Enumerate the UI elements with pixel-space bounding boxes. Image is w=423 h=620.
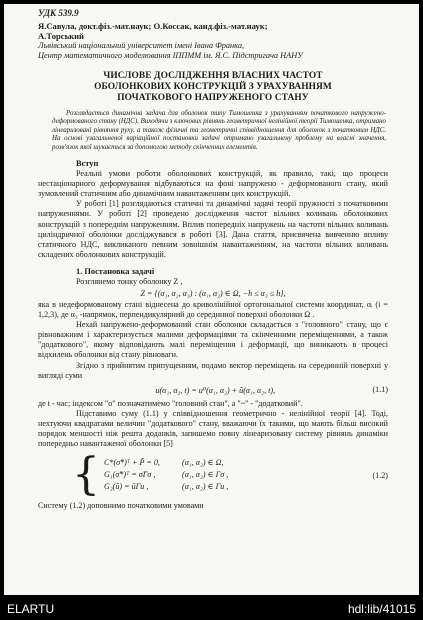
section-1-paragraph-4: Згідно з прийнятим припущенням, подамо вектор переміщень на серединній поверхні у вигляді суми bbox=[38, 360, 388, 380]
equation-system-1-2 bbox=[72, 449, 388, 501]
system-line-rhs: (α₁, α₂) ∈ Γσ , bbox=[182, 470, 229, 480]
affiliation-line-2: Центр математичного моделювання ІППММ ім. Я.С. Підстригача НАНУ bbox=[38, 51, 303, 60]
udc-code: УДК 539.9 bbox=[38, 8, 79, 18]
intro-paragraph-1: Реальні умови роботи оболонкових конструкцій, як правило, такі, що процеси нестаціонарного деформування відбуваються на фоні напружено - деформованого стану, який зумовлений статичним або динамічним навантаженням цих конструкцій. bbox=[38, 169, 388, 199]
equation-1-1 bbox=[38, 385, 388, 395]
system-line bbox=[104, 481, 302, 493]
title-line-2: ОБОЛОНКОВИХ КОНСТРУКЦІЙ З УРАХУВАННЯМ bbox=[94, 82, 332, 92]
page-content bbox=[38, 8, 388, 511]
section-1-paragraph-5: де t - час; індексом "о" позначатимемо "головний стан", а "~" - "додатковий". bbox=[38, 398, 303, 408]
intro-paragraph-2: У роботі [1] розглядаються статичні та динамічні задачі теорії пружності з початковими напруженнями. У роботі [2] проведено дослідження частот вільних коливань оболонкових конструкцій з попереднім напруженням. Вплив попередніх напружень на частоти вільних коливань циліндричної оболонки досліджувався в роботі [3]. Дана стаття, присвячена вивченню впливу статичного НДС, викликаного певним зовнішнім навантаженням, на частоти вільних коливань складених оболонкових конструкцій. bbox=[38, 199, 388, 259]
system-line-lhs: G₁(σ̃*)ᵀ = σ̃Γσ , bbox=[104, 470, 156, 480]
section-1-paragraph-3: Нехай напружено-деформований стан оболонки складається з "головного" стану, що є рівноважним і характеризується малими деформаціями та скінченними переміщеннями, а також "додаткового", якому відповідають малі переміщення і деформації, що виникають в процесі відхилень оболонки від стану рівноваги. bbox=[38, 320, 388, 360]
paper-page bbox=[4, 4, 419, 595]
system-line-rhs: (α₁, α₂) ∈ Γu , bbox=[182, 482, 229, 492]
formula-shell-domain: Z = {(α₁, α₂, α₃) : (α₁, α₂) ∈ Ω, −h ≤ α₃ ≤ h}, bbox=[140, 288, 286, 298]
section-1-paragraph-2: яка в недеформованому стані віднесена до криволінійної ортогональної системи координат, αᵢ (i = 1,2,3), де α₃ -напрямок, перпендикулярний до серединної поверхні оболонки Ω . bbox=[38, 299, 388, 320]
paper-title bbox=[38, 71, 388, 104]
equation-1-2-number: (1.2) bbox=[372, 470, 388, 480]
system-line-lhs: C*(σ̃*)ᵀ + P̃ = 0, bbox=[104, 458, 160, 468]
system-line-rhs: (α₁, α₂) ∈ Ω, bbox=[182, 458, 224, 468]
footer-bar bbox=[0, 600, 423, 620]
footer-handle-label: hdl:lib/41015 bbox=[347, 602, 416, 616]
system-line bbox=[104, 469, 302, 481]
equation-1-1-body: u(α₁, α₂, t) = u⁰(α₁, α₂) + ũ(α₁, α₂, t), bbox=[155, 385, 276, 395]
system-brace: { bbox=[72, 449, 100, 501]
section-1-paragraph-7: Систему (1.2) доповнимо початковими умовами bbox=[38, 501, 204, 511]
authors-line-1: Я.Савула, докт.фіз.-мат.наук; О.Коссак, канд.фіз.-мат.наук; bbox=[38, 21, 268, 31]
equation-1-1-number: (1.1) bbox=[372, 385, 388, 395]
intro-heading: Вступ bbox=[76, 159, 99, 169]
title-line-1: ЧИСЛОВЕ ДОСЛІДЖЕННЯ ВЛАСНИХ ЧАСТОТ bbox=[103, 71, 323, 81]
section-1-heading: 1. Постановка задачі bbox=[76, 266, 155, 276]
footer-repository-label: ELARTU bbox=[7, 602, 55, 616]
title-line-3: ПОЧАТКОВОГО НАПРУЖЕНОГО СТАНУ bbox=[117, 93, 309, 103]
abstract: Розглядається динамічна задача для оболонок типу Тимошенка з урахуванням початкового напружено-деформованого стану (НДС). Виходячи з ключових рівнянь геометричної нелінійної теорії Тимошенка, отримано лінеаризовані рівняння руху, а також фізичні та геометричні співвідношення для оболонок з початковим НДС. На основі узагальненої варіаційної постановки задачі отримано узагальнену проблему на власні значення, розв'язок якої шукається за допомогою методу скінченних елементів. bbox=[52, 110, 386, 151]
system-line bbox=[104, 457, 302, 469]
section-1-paragraph-6: Підставимо суму (1.1) у співвідношення геометрично - нелінійної теорії [4]. Тоді, нехтуючи квадратами величин "додаткового" стану, вважаючи їх такими, що мають більш високий порядок меншості ніж решта доданків, запишемо повну лінеаризовану систему рівнянь динаміки попередньо навантаженої оболонки [5] bbox=[38, 408, 388, 449]
authors-line-2: А.Торський bbox=[38, 31, 84, 41]
section-1-paragraph-1: Розглянемо тонку оболонку Z , bbox=[76, 276, 183, 286]
system-lines bbox=[104, 457, 302, 493]
affiliation-line-1: Львівський національний університет імені Івана Франка, bbox=[38, 41, 245, 50]
system-line-lhs: G₂(ũ) = ũΓu , bbox=[104, 482, 149, 492]
